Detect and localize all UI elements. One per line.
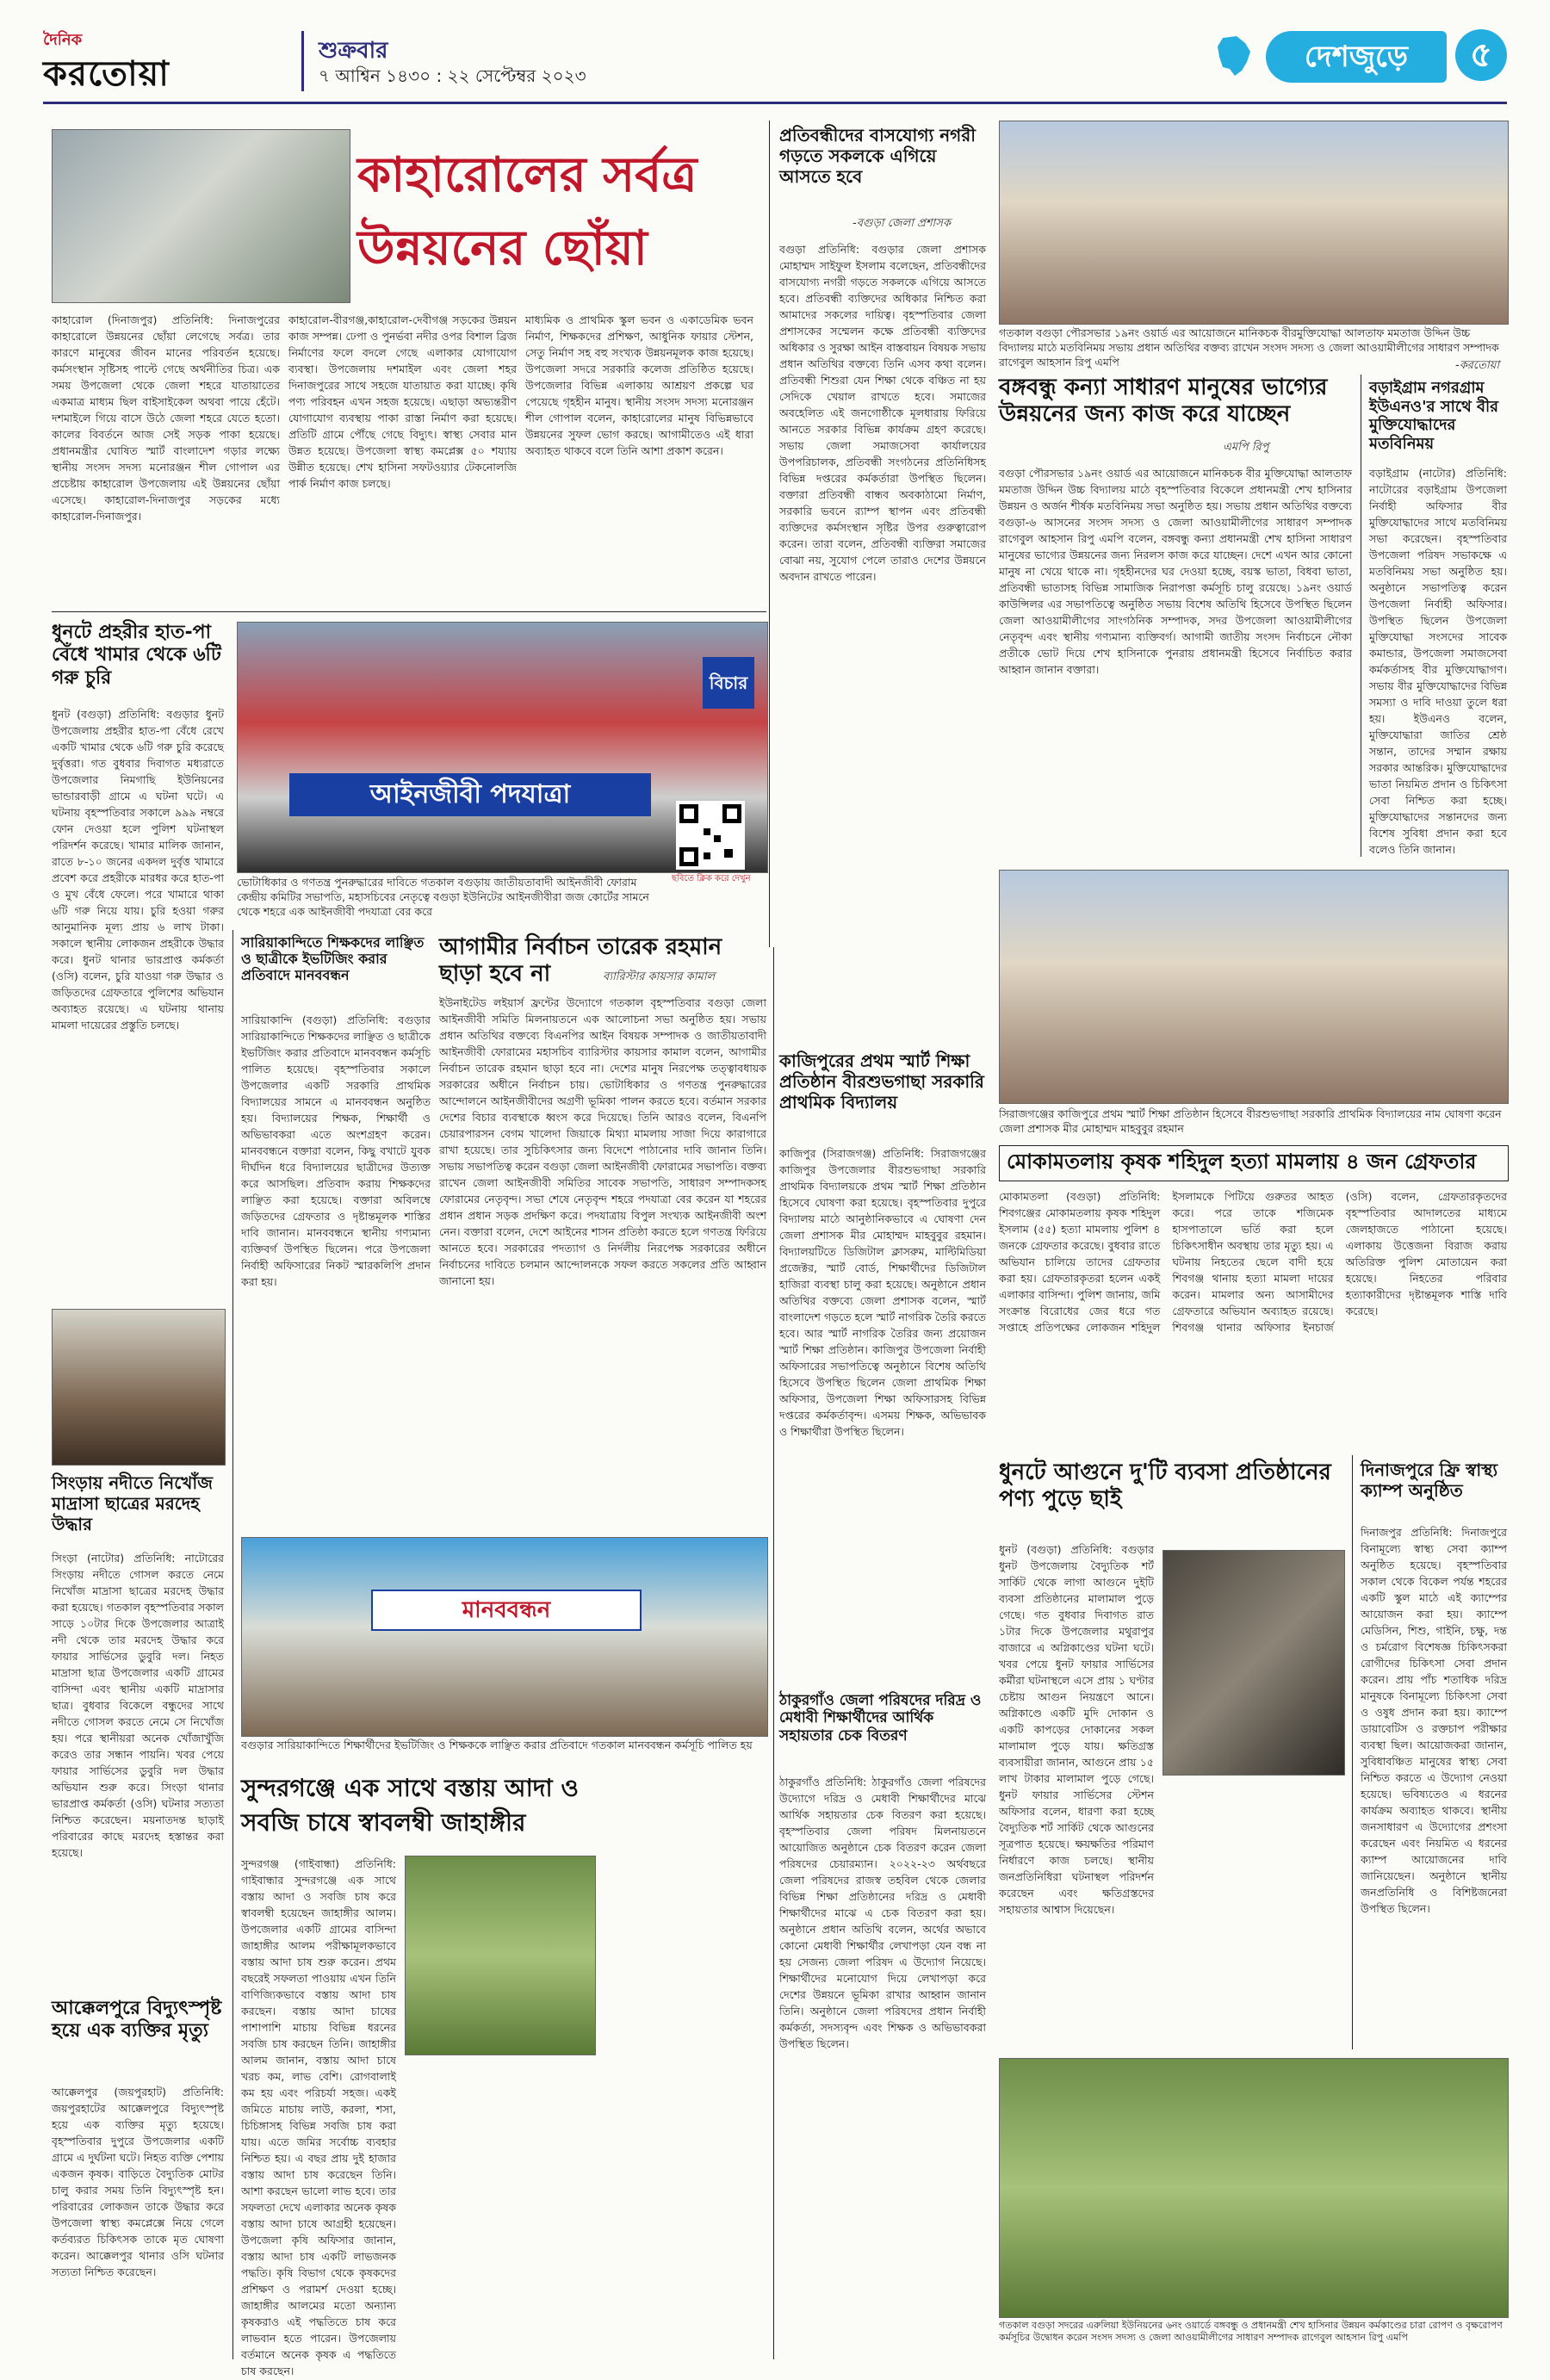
- health-camp-headline: দিনাজপুরে ফ্রি স্বাস্থ্য ক্যাম্প অনুষ্ঠিত: [1361, 1460, 1498, 1501]
- student-protest-caption: বগুড়ার সারিয়াকান্দিতে শিক্ষার্থীদের ইভটিজিং ও শিক্ষককে লাঞ্ছিত করার প্রতিবাদে গতকাল মানববন্ধন কর্মসূচি পালিত হয়: [241, 1739, 753, 1751]
- paper-kicker: দৈনিক: [43, 31, 83, 49]
- student-protest-photo: [241, 1537, 768, 1737]
- paper-logo[interactable]: করতোয়া: [43, 54, 170, 94]
- fire-headline: ধুনটে আগুনে দু'টি ব্যবসা প্রতিষ্ঠানের পণ্য পুড়ে ছাই: [999, 1460, 1331, 1513]
- muktijoddha-headline: বড়াইগ্রাম নগরগ্রাম ইউএনও'র সাথে বীর মুক্তিযোদ্ধাদের মতবিনিময়: [1369, 379, 1499, 453]
- masthead: [43, 24, 1507, 104]
- qr-code-icon[interactable]: [676, 801, 745, 870]
- bridge-road-photo: [52, 129, 350, 303]
- murder-headline: মোকামতলায় কৃষক শহিদুল হত্যা মামলায় ৪ জন গ্রেফতার: [1007, 1150, 1477, 1174]
- lead-headline-line1: কাহারোলের সর্বত্র: [357, 147, 698, 203]
- rally-caption: ভোটাধিকার ও গণতন্ত্র পুনরুদ্ধারের দাবিতে গতকাল বগুড়ায় জাতীয়তাবাদী আইনজীবী ফোরাম কেন্দ্রীয় কমিটির সভাপতি, মহাসচিবের নেতৃত্বে বগুড়া ইউনিটের আইনজীবীরা জজ কোর্টের সামনে থেকে শহরে এক আইনজীবী পদযাত্রা বের করে: [237, 876, 649, 918]
- page-number: ৫: [1455, 29, 1507, 81]
- fire-damage-photo: [1162, 1550, 1345, 1776]
- photo-credit: -করতোয়া: [1455, 359, 1500, 372]
- column-rule: [769, 121, 770, 947]
- protibondhi-body: বগুড়া প্রতিনিধি: বগুড়ার জেলা প্রশাসক মোহাম্মদ সাইফুল ইসলাম বলেছেন, প্রতিবন্ধীদের বাসযোগ্য নগরী গড়তে সকলকে এগিয়ে আসতে হবে। প্রতিবন্ধী ব্যক্তিদের অধিকার নিশ্চিত করা আমাদের সকলের দায়িত্ব। বৃহস্পতিবার জেলা প্রশাসকের সম্মেলন কক্ষে প্রতিবন্ধী ব্যক্তিদের অধিকার ও সুরক্ষা আইন বাস্তবায়ন বিষয়ক সভায় প্রধান অতিথির বক্তব্যে তিনি এসব কথা বলেন। প্রতিবন্ধী শিশুরা যেন শিক্ষা থেকে বঞ্চিত না হয় সেদিকে খেয়াল রাখতে হবে। সমাজের অবহেলিত এই জনগোষ্ঠীকে মূলধারায় ফিরিয়ে আনতে সরকার বিভিন্ন কার্যক্রম গ্রহণ করেছে। সভায় জেলা সমাজসেবা কার্যালয়ের উপপরিচালক, প্রতিবন্ধী সংগঠনের প্রতিনিধিসহ বিভিন্ন দপ্তরের কর্মকর্তারা উপস্থিত ছিলেন। বক্তারা প্রতিবন্ধী বান্ধব অবকাঠামো নির্মাণ, সরকারি ভবনে র‍্যাম্প স্থাপন এবং প্রতিবন্ধী ব্যক্তিদের কর্মসংস্থান সৃষ্টির উপর গুরুত্বারোপ করেন। তারা বলেন, প্রতিবন্ধী ব্যক্তিরা সমাজের বোঝা নয়, সুযোগ পেলে তারাও দেশের উন্নয়নে অবদান রাখতে পারেন।: [779, 243, 986, 583]
- muktijoddha-body: বড়াইগ্রাম (নাটোর) প্রতিনিধি: নাটোরের বড়াইগ্রাম উপজেলা নির্বাহী অফিসার বীর মুক্তিযোদ্ধাদের সাথে মতবিনিময় সভা করেছেন। বৃহস্পতিবার উপজেলা পরিষদ সভাকক্ষে এ মতবিনিময় সভা অনুষ্ঠিত হয়। অনুষ্ঠানে সভাপতিত্ব করেন উপজেলা নির্বাহী অফিসার। উপস্থিত ছিলেন উপজেলা মুক্তিযোদ্ধা সংসদের সাবেক কমান্ডার, উপজেলা সমাজসেবা কর্মকর্তাসহ বীর মুক্তিযোদ্ধাগণ। সভায় বীর মুক্তিযোদ্ধাদের বিভিন্ন সমস্যা ও দাবি দাওয়া তুলে ধরা হয়। ইউএনও বলেন, মুক্তিযোদ্ধারা জাতির শ্রেষ্ঠ সন্তান, তাদের সম্মান রক্ষায় সরকার আন্তরিক। মুক্তিযোদ্ধাদের ভাতা নিয়মিত প্রদান ও চিকিৎসা সেবা নিশ্চিত করা হচ্ছে। মুক্তিযোদ্ধাদের সন্তানদের জন্য বিশেষ সুবিধা প্রদান করা হবে বলেও তিনি জানান।: [1369, 467, 1507, 856]
- thakurgaon-headline: ঠাকুরগাঁও জেলা পরিষদের দরিদ্র ও মেধাবী শিক্ষার্থীদের আর্থিক সহায়তার চেক বিতরণ: [779, 1692, 982, 1745]
- theft-body: ধুনট (বগুড়া) প্রতিনিধি: বগুড়ার ধুনট উপজেলায় প্রহরীর হাত-পা বেঁধে রেখে একটি খামার থেকে ৬টি গরু চুরি করেছে দুর্বৃত্তরা। গত বুধবার দিবাগত মধ্যরাতে উপজেলার নিমগাছি ইউনিয়নের ভান্ডারবাড়ী গ্রামে এ ঘটনা ঘটে। এ ঘটনায় বৃহস্পতিবার সকালে ৯৯৯ নম্বরে ফোন দেওয়া হলে পুলিশ ঘটনাস্থল পরিদর্শন করেছে। খামার মালিক জানান, রাতে ৮-১০ জনের একদল দুর্বৃত্ত খামারে প্রবেশ করে প্রহরীকে মারধর করে হাত-পা ও মুখ বেঁধে ফেলে। পরে খামারে থাকা ৬টি গরু নিয়ে যায়। চুরি হওয়া গরুর আনুমানিক মূল্য প্রায় ৬ লাখ টাকা। সকালে স্থানীয় লোকজন প্রহরীকে উদ্ধার করে। ধুনট থানার ভারপ্রাপ্ত কর্মকর্তা (ওসি) বলেন, চুরি যাওয়া গরু উদ্ধার ও জড়িতদের গ্রেফতারে পুলিশের অভিযান অব্যাহত রয়েছে। এ ঘটনায় থানায় মামলা দায়েরের প্রস্তুতি চলছে।: [52, 708, 224, 1032]
- bangabandhu-body: বগুড়া পৌরসভার ১৯নং ওয়ার্ড এর আয়োজনে মানিকচক বীর মুক্তিযোদ্ধা আলতাফ মমতাজ উদ্দিন উচ্চ বিদ্যালয় মাঠে বৃহস্পতিবার বিকেলে প্রধানমন্ত্রী শেখ হাসিনার উন্নয়ন ও অর্জন শীর্ষক মতবিনিময় সভা অনুষ্ঠিত হয়। সভায় প্রধান অতিথির বক্তব্যে বগুড়া-৬ আসনের সংসদ সদস্য ও জেলা আওয়ামীলীগের সাধারণ সম্পাদক রাগেবুল আহসান রিপু এমপি বলেন, বঙ্গবন্ধু কন্যা প্রধানমন্ত্রী শেখ হাসিনা সাধারণ মানুষের ভাগ্যের উন্নয়নের জন্য নিরলস কাজ করে যাচ্ছেন। দেশে এখন আর কোনো মানুষ না খেয়ে থাকে না। গৃহহীনদের ঘর দেওয়া হচ্ছে, বয়স্ক ভাতা, বিধবা ভাতা, প্রতিবন্ধী ভাতাসহ বিভিন্ন সামাজিক নিরাপত্তা কর্মসূচি চালু রয়েছে। ১৯নং ওয়ার্ড কাউন্সিলর এর সভাপতিত্বে অনুষ্ঠিত সভায় বিশেষ অতিথি হিসেবে উপস্থিত ছিলেন জেলা আওয়ামীলীগের সাংগঠনিক সম্পাদক, সদর উপজেলা আওয়ামীলীগের নেতৃবৃন্দ এবং স্থানীয় গণ্যমান্য ব্যক্তিবর্গ। আগামী জাতীয় সংসদ নির্বাচনে নৌকা প্রতীকে ভোট দিয়ে শেখ হাসিনাকে পুনরায় প্রধানমন্ত্রী হিসেবে নির্বাচিত করার আহ্বান জানান বক্তারা।: [999, 467, 1352, 676]
- madrasa-headline: সিংড়ায় নদীতে নিখোঁজ মাদ্রাসা ছাত্রের মরদেহ উদ্ধার: [52, 1472, 214, 1534]
- tree-planting-photo: [999, 2058, 1509, 2318]
- protest-banner: মানববন্ধন: [371, 1590, 642, 1631]
- smart-school-photo: [999, 870, 1509, 1104]
- thakurgaon-body: ঠাকুরগাঁও প্রতিনিধি: ঠাকুরগাঁও জেলা পরিষদের উদ্যোগে দরিদ্র ও মেধাবী শিক্ষার্থীদের মাঝে আর্থিক সহায়তার চেক বিতরণ করা হয়েছে। বৃহস্পতিবার জেলা পরিষদ মিলনায়তনে আয়োজিত অনুষ্ঠানে চেক বিতরণ করেন জেলা পরিষদের চেয়ারম্যান। ২০২২-২৩ অর্থবছরে জেলা পরিষদের রাজস্ব তহবিল থেকে জেলার বিভিন্ন শিক্ষা প্রতিষ্ঠানের দরিদ্র ও মেধাবী শিক্ষার্থীদের মাঝে এ চেক বিতরণ করা হয়। অনুষ্ঠানে প্রধান অতিথি বলেন, অর্থের অভাবে কোনো মেধাবী শিক্ষার্থীর লেখাপড়া যেন বন্ধ না হয় সেজন্য জেলা পরিষদ এ উদ্যোগ নিয়েছে। শিক্ষার্থীদের মনোযোগ দিয়ে লেখাপড়া করে দেশের উন্নয়নে ভূমিকা রাখার আহ্বান জানান তিনি। অনুষ্ঠানে জেলা পরিষদের প্রধান নির্বাহী কর্মকর্তা, সদস্যবৃন্দ এবং শিক্ষক ও অভিভাবকরা উপস্থিত ছিলেন।: [779, 1776, 986, 2050]
- bangabandhu-kicker: এমপি রিপু: [1223, 441, 1269, 454]
- rally-sign: বিচার: [703, 657, 754, 709]
- sundarganj-headline-line1: সুন্দরগঞ্জে এক সাথে বস্তায় আদা ও: [241, 1774, 579, 1802]
- theft-headline: ধুনটে প্রহরীর হাত-পা বেঁধে খামার থেকে ৬টি গরু চুরি: [52, 622, 221, 689]
- protibondhi-kicker: -বগুড়া জেলা প্রশাসক: [852, 217, 951, 230]
- election-headline: আগামীর নির্বাচন তারেক রহমান ছাড়া হবে না: [439, 934, 722, 988]
- sundarganj-headline-line2: সবজি চাষে স্বাবলম্বী জাহাঙ্গীর: [241, 1808, 526, 1837]
- issue-day: শুক্রবার: [319, 38, 388, 64]
- smart-school-body: কাজিপুর (সিরাজগঞ্জ) প্রতিনিধি: সিরাজগঞ্জের কাজিপুর উপজেলার বীরশুভগাছা সরকারি প্রাথমিক বিদ্যালয়কে প্রথম স্মার্ট শিক্ষা প্রতিষ্ঠান হিসেবে ঘোষণা করা হয়েছে। বৃহস্পতিবার দুপুরে বিদ্যালয় মাঠে আনুষ্ঠানিকভাবে এ ঘোষণা দেন জেলা প্রশাসক মীর মোহাম্মদ মাহবুবুর রহমান। বিদ্যালয়টিতে ডিজিটাল ক্লাসরুম, মাল্টিমিডিয়া প্রজেক্টর, স্মার্ট বোর্ড, শিক্ষার্থীদের ডিজিটাল হাজিরা ব্যবস্থা চালু করা হয়েছে। অনুষ্ঠানে প্রধান অতিথির বক্তব্যে জেলা প্রশাসক বলেন, স্মার্ট বাংলাদেশ গড়তে হলে স্মার্ট নাগরিক তৈরি করতে হবে। আর স্মার্ট নাগরিক তৈরির জন্য প্রয়োজন স্মার্ট শিক্ষা প্রতিষ্ঠান। কাজিপুর উপজেলা নির্বাহী অফিসারের সভাপতিত্বে অনুষ্ঠানে বিশেষ অতিথি হিসেবে উপস্থিত ছিলেন জেলা প্রাথমিক শিক্ষা অফিসার, উপজেলা শিক্ষা অফিসারসহ বিভিন্ন দপ্তরের কর্মকর্তাবৃন্দ। এসময় শিক্ষক, অভিভাবক ও শিক্ষার্থীরা উপস্থিত ছিলেন।: [779, 1147, 986, 1438]
- sundarganj-body: সুন্দরগঞ্জ (গাইবান্ধা) প্রতিনিধি: গাইবান্ধার সুন্দরগঞ্জে এক সাথে বস্তায় আদা ও সবজি চাষ করে স্বাবলম্বী হয়েছেন জাহাঙ্গীর আলম। উপজেলার একটি গ্রামের বাসিন্দা জাহাঙ্গীর আলম পরীক্ষামূলকভাবে বস্তায় আদা চাষ শুরু করেন। প্রথম বছরেই সফলতা পাওয়ায় এখন তিনি বাণিজ্যিকভাবে বস্তায় আদা চাষ করছেন। বস্তায় আদা চাষের পাশাপাশি মাচায় বিভিন্ন ধরনের সবজি চাষ করছেন তিনি। জাহাঙ্গীর আলম জানান, বস্তায় আদা চাষে খরচ কম, লাভ বেশি। রোগবালাই কম হয় এবং পরিচর্যা সহজ। একই জমিতে মাচায় লাউ, করলা, শসা, চিচিঙ্গাসহ বিভিন্ন সবজি চাষ করা যায়। এতে জমির সর্বোচ্চ ব্যবহার নিশ্চিত হয়। এ বছর প্রায় দুই হাজার বস্তায় আদা চাষ করেছেন তিনি। আশা করছেন ভালো লাভ হবে। তার সফলতা দেখে এলাকার অনেক কৃষক বস্তায় আদা চাষে আগ্রহী হয়েছেন। উপজেলা কৃষি অফিসার জানান, বস্তায় আদা চাষ একটি লাভজনক পদ্ধতি। কৃষি বিভাগ থেকে কৃষকদের প্রশিক্ষণ ও পরামর্শ দেওয়া হচ্ছে। জাহাঙ্গীর আলমের মতো অন্যান্য কৃষকরাও এই পদ্ধতিতে চাষ করে লাভবান হতে পারেন। উপজেলায় বর্তমানে অনেক কৃষক এ পদ্ধতিতে চাষ করছেন।: [241, 1857, 396, 2377]
- election-kicker: ব্যারিস্টার কায়সার কামাল: [603, 970, 716, 983]
- teacher-headline: সারিয়াকান্দিতে শিক্ষকদের লাঞ্ছিত ও ছাত্রীকে ইভটিজিং করার প্রতিবাদে মানববন্ধন: [241, 934, 425, 984]
- murder-headline-box: [999, 1145, 1509, 1181]
- smart-school-caption: সিরাজগঞ্জের কাজিপুরে প্রথম স্মার্ট শিক্ষা প্রতিষ্ঠান হিসেবে বীরশুভগাছা সরকারি প্রাথমিক বিদ্যালয়ের নাম ঘোষণা করেন জেলা প্রশাসক মীর মোহাম্মদ মাহবুবুর রহমান: [999, 1107, 1502, 1135]
- student-portrait-photo: [52, 1309, 226, 1466]
- column-rule: [1352, 1455, 1353, 2049]
- electric-body: আক্কেলপুর (জয়পুরহাট) প্রতিনিধি: জয়পুরহাটের আক্কেলপুরে বিদ্যুৎস্পৃষ্ট হয়ে এক ব্যক্তির মৃত্যু হয়েছে। বৃহস্পতিবার দুপুরে উপজেলার একটি গ্রামে এ দুর্ঘটনা ঘটে। নিহত ব্যক্তি পেশায় একজন কৃষক। বাড়িতে বৈদ্যুতিক মোটর চালু করার সময় তিনি বিদ্যুৎস্পৃষ্ট হন। পরিবারের লোকজন তাকে উদ্ধার করে উপজেলা স্বাস্থ্য কমপ্লেক্সে নিয়ে গেলে কর্তব্যরত চিকিৎসক তাকে মৃত ঘোষণা করেন। আক্কেলপুর থানার ওসি ঘটনার সত্যতা নিশ্চিত করেছেন।: [52, 2086, 224, 2278]
- teacher-body: সারিয়াকান্দি (বগুড়া) প্রতিনিধি: বগুড়ার সারিয়াকান্দিতে শিক্ষকদের লাঞ্ছিত ও ছাত্রীকে ইভটিজিং করার প্রতিবাদে মানববন্ধন কর্মসূচি পালিত হয়েছে। বৃহস্পতিবার সকালে উপজেলার একটি সরকারি প্রাথমিক বিদ্যালয়ের সামনে এ মানববন্ধন অনুষ্ঠিত হয়। বিদ্যালয়ের শিক্ষক, শিক্ষার্থী ও অভিভাবকরা এতে অংশগ্রহণ করেন। মানববন্ধনে বক্তারা বলেন, কিছু বখাটে যুবক দীর্ঘদিন ধরে বিদ্যালয়ের ছাত্রীদের উত্যক্ত করে আসছিল। প্রতিবাদ করায় শিক্ষকদের লাঞ্ছিত করা হয়েছে। বক্তারা অবিলম্বে জড়িতদের গ্রেফতার ও দৃষ্টান্তমূলক শাস্তির দাবি জানান। মানববন্ধনে স্থানীয় গণ্যমান্য ব্যক্তিবর্গ উপস্থিত ছিলেন। পরে উপজেলা নির্বাহী অফিসারের নিকট স্মারকলিপি প্রদান করা হয়।: [241, 1013, 431, 1288]
- murder-body: মোকামতলা (বগুড়া) প্রতিনিধি: শিবগঞ্জের মোকামতলায় কৃষক শহিদুল ইসলাম (৫৫) হত্যা মামলায় পুলিশ ৪ জনকে গ্রেফতার করেছে। বুধবার রাতে অভিযান চালিয়ে তাদের গ্রেফতার করা হয়। গ্রেফতারকৃতরা হলেন একই এলাকার বাসিন্দা। পুলিশ জানায়, জমি সংক্রান্ত বিরোধের জের ধরে গত সপ্তাহে প্রতিপক্ষের লোকজন শহিদুল ইসলামকে পিটিয়ে গুরুতর আহত করে। পরে তাকে শজিমেক হাসপাতালে ভর্তি করা হলে চিকিৎসাধীন অবস্থায় তার মৃত্যু হয়। এ ঘটনায় নিহতের ছেলে বাদী হয়ে শিবগঞ্জ থানায় হত্যা মামলা দায়ের করেন। মামলার অন্য আসামীদের গ্রেফতারে অভিযান অব্যাহত রয়েছে। শিবগঞ্জ থানার অফিসার ইনচার্জ (ওসি) বলেন, গ্রেফতারকৃতদের বৃহস্পতিবার আদালতের মাধ্যমে জেলহাজতে পাঠানো হয়েছে। এলাকায় উত্তেজনা বিরাজ করায় অতিরিক্ত পুলিশ মোতায়েন করা হয়েছে। নিহতের পরিবার হত্যাকারীদের দৃষ্টান্তমূলক শাস্তি দাবি করেছে।: [999, 1190, 1507, 1334]
- issue-date: ৭ আশ্বিন ১৪৩০ : ২২ সেপ্টেম্বর ২০২৩: [319, 65, 586, 86]
- electric-headline: আক্কেলপুরে বিদ্যুৎস্পৃষ্ট হয়ে এক ব্যক্তির মৃত্যু: [52, 1998, 222, 2042]
- fire-body: ধুনট (বগুড়া) প্রতিনিধি: বগুড়ার ধুনট উপজেলায় বৈদ্যুতিক শর্ট সার্কিট থেকে লাগা আগুনে দুইটি ব্যবসা প্রতিষ্ঠানের মালামাল পুড়ে গেছে। গত বুধবার দিবাগত রাত ১টার দিকে উপজেলার মথুরাপুর বাজারে এ অগ্নিকাণ্ডের ঘটনা ঘটে। খবর পেয়ে ধুনট ফায়ার সার্ভিসের কর্মীরা ঘটনাস্থলে এসে প্রায় ১ ঘণ্টার চেষ্টায় আগুন নিয়ন্ত্রণে আনে। অগ্নিকাণ্ডে একটি মুদি দোকান ও একটি কাপড়ের দোকানের সকল মালামাল পুড়ে যায়। ক্ষতিগ্রস্ত ব্যবসায়ীরা জানান, আগুনে প্রায় ১৫ লাখ টাকার মালামাল পুড়ে গেছে। ধুনট ফায়ার সার্ভিসের স্টেশন অফিসার বলেন, ধারণা করা হচ্ছে বৈদ্যুতিক শর্ট সার্কিট থেকে আগুনের সূত্রপাত হয়েছে। ক্ষয়ক্ষতির পরিমাণ নির্ধারণে কাজ চলছে। স্থানীয় জনপ্রতিনিধিরা ঘটনাস্থল পরিদর্শন করেছেন এবং ক্ষতিগ্রস্তদের সহায়তার আশ্বাস দিয়েছেন।: [999, 1543, 1154, 1916]
- lead-body-col1: কাহারোল (দিনাজপুর) প্রতিনিধি: দিনাজপুরের কাহারোলে উন্নয়নের ছোঁয়া লেগেছে সর্বত্র। তার কারণে মানুষের জীবন মানের পরিবর্তন হয়েছে। কর্মসংস্থান সৃষ্টিসহ পাল্টে গেছে অর্থনীতির চিত্র। এক সময় উপজেলা থেকে জেলা শহরে যাতায়াতের একমাত্র মাধ্যম ছিল বাইসাইকেল অথবা পায়ে হেঁটে। দশমাইলে গিয়ে বাসে উঠে জেলা শহরে যেতে হতো। কালের বিবর্তনে আজ সেই সড়ক পাকা হয়েছে। প্রধানমন্ত্রীর ঘোষিত স্মার্ট বাংলাদেশ গড়ার লক্ষ্যে স্থানীয় সংসদ সদস্য মনোরঞ্জন শীল গোপাল এর প্রচেষ্টায় কাহারোল উপজেলায় এই উন্নয়নের ছোঁয়া এসেছে। কাহারোল-দিনাজপুর সড়কের মধ্যে কাহারোল-দিনাজপুর।: [52, 313, 280, 523]
- bangladesh-map-icon: [1211, 33, 1257, 79]
- meeting-photo-caption: গতকাল বগুড়া পৌরসভার ১৯নং ওয়ার্ড এর আয়োজনে মানিকচক বীরমুক্তিযোদ্ধা আলতাফ মমতাজ উদ্দিন উচ্চ বিদ্যালয় মাঠে মতবিনিময় সভায় প্রধান অতিথির বক্তব্য রাখেন সংসদ সদস্য ও জেলা আওয়ামীলীগের সাধারণ সম্পাদক রাগেবুল আহসান রিপু এমপি: [999, 326, 1499, 369]
- section-title: দেশজুড়ে: [1266, 31, 1447, 83]
- lead-body-col3: মাধ্যমিক ও প্রাথমিক স্কুল ভবন ও একাডেমিক ভবন নির্মাণ, শিক্ষকদের প্রশিক্ষণ, আধুনিক ফায়ার স্টেশন, সেতু নির্মাণ সহ বহু সংখ্যক উন্নয়নমূলক কাজ হয়েছে। উপজেলা সদরে সরকারি কলেজ প্রতিষ্ঠিত হয়েছে। উপজেলার বিভিন্ন এলাকায় আশ্রয়ণ প্রকল্পে ঘর পেয়েছে গৃহহীন মানুষ। স্থানীয় সংসদ সদস্য মনোরঞ্জন শীল গোপাল বলেন, কাহারোলের মানুষ বিভিন্নভাবে উন্নয়নের সুফল ভোগ করছে। আগামীতেও এই ধারা অব্যাহত থাকবে বলে তিনি আশা প্রকাশ করেন।: [525, 313, 753, 457]
- column-rule: [232, 930, 233, 2359]
- ginger-farm-photo: [405, 1856, 596, 2055]
- tree-planting-caption: গতকাল বগুড়া সদরের এরুলিয়া ইউনিয়নের ৬নং ওয়ার্ডে বঙ্গবন্ধু ও প্রধানমন্ত্রী শেখ হাসিনার উন্নয়ন কর্মকাণ্ডের চারা রোপণ ও বৃক্ষরোপণ কর্মসূচির উদ্বোধন করেন সংসদ সদস্য ও জেলা আওয়ামীলীগের সাধারণ সম্পাদক রাগেবুল আহসান রিপু এমপি: [999, 2320, 1503, 2343]
- madrasa-body: সিংড়া (নাটোর) প্রতিনিধি: নাটোরের সিংড়ায় নদীতে গোসল করতে নেমে নিখোঁজ মাদ্রাসা ছাত্রের মরদেহ উদ্ধার করা হয়েছে। গতকাল বৃহস্পতিবার সকাল সাড়ে ১০টার দিকে উপজেলার আত্রাই নদী থেকে তার মরদেহ উদ্ধার করে ফায়ার সার্ভিসের ডুবুরি দল। নিহত মাদ্রাসা ছাত্র উপজেলার একটি গ্রামের বাসিন্দা এবং স্থানীয় একটি মাদ্রাসার ছাত্র। বুধবার বিকেলে বন্ধুদের সাথে নদীতে গোসল করতে নেমে সে নিখোঁজ হয়। পরে স্থানীয়রা অনেক খোঁজাখুঁজি করেও তার সন্ধান পায়নি। খবর পেয়ে ফায়ার সার্ভিসের ডুবুরি দল উদ্ধার অভিযান শুরু করে। সিংড়া থানার ভারপ্রাপ্ত কর্মকর্তা (ওসি) ঘটনার সত্যতা নিশ্চিত করেছেন। ময়নাতদন্ত ছাড়াই পরিবারের কাছে মরদেহ হস্তান্তর করা হয়েছে।: [52, 1552, 224, 1859]
- qr-caption: ছবিতে ক্লিক করে দেখুন: [672, 874, 751, 883]
- section-rule: [52, 611, 766, 612]
- meeting-photo: [999, 121, 1509, 325]
- rally-banner: আইনজীবী পদযাত্রা: [289, 773, 651, 816]
- lead-headline-line2: উন্নয়নের ছোঁয়া: [357, 220, 648, 276]
- column-rule: [773, 947, 774, 2359]
- lead-body-col2: কাহারোল-বীরগঞ্জ,কাহারোল-দেবীগঞ্জ সড়কের উন্নয়ন কাজ সম্পন্ন। ঢেপা ও পুনর্ভবা নদীর ওপর বিশাল ব্রিজ নির্মাণের ফলে বদলে গেছে এলাকার যোগাযোগ ব্যবস্থা। উপজেলায় দশমাইল এবং জেলা শহর দিনাজপুরের সাথে সহজে যাতায়াত করা যাচ্ছে। কৃষি পণ্য পরিবহন এখন সহজ হয়েছে। এছাড়া অভ্যন্তরীণ যোগাযোগ ব্যবস্থায় পাকা রাস্তা নির্মাণ করা হয়েছে। প্রতিটি গ্রামে পৌঁছে গেছে বিদ্যুৎ। স্বাস্থ্য সেবার মান উন্নত হয়েছে। উপজেলা স্বাস্থ্য কমপ্লেক্স ৫০ শয্যায় উন্নীত হয়েছে। শেখ হাসিনা সফটওয়্যার টেকনোলজি পার্ক নির্মাণ কাজ চলছে।: [288, 313, 517, 490]
- protibondhi-headline: প্রতিবন্ধীদের বাসযোগ্য নগরী গড়তে সকলকে এগিয়ে আসতে হবে: [779, 125, 976, 187]
- health-camp-body: দিনাজপুর প্রতিনিধি: দিনাজপুরে বিনামূল্যে স্বাস্থ্য সেবা ক্যাম্প অনুষ্ঠিত হয়েছে। বৃহস্পতিবার সকাল থেকে বিকেল পর্যন্ত শহরের একটি স্কুল মাঠে এই ক্যাম্পের আয়োজন করা হয়। ক্যাম্পে মেডিসিন, শিশু, গাইনি, চক্ষু, দন্ত ও চর্মরোগ বিশেষজ্ঞ চিকিৎসকরা রোগীদের চিকিৎসা সেবা প্রদান করেন। প্রায় পাঁচ শতাধিক দরিদ্র মানুষকে বিনামূল্যে চিকিৎসা সেবা ও ওষুধ প্রদান করা হয়। ক্যাম্পে ডায়াবেটিস ও রক্তচাপ পরীক্ষার ব্যবস্থা ছিল। আয়োজকরা জানান, সুবিধাবঞ্চিত মানুষের স্বাস্থ্য সেবা নিশ্চিত করতে এ উদ্যোগ নেওয়া হয়েছে। ভবিষ্যতেও এ ধরনের কার্যক্রম অব্যাহত থাকবে। স্থানীয় জনসাধারণ এ উদ্যোগের প্রশংসা করেছেন এবং নিয়মিত এ ধরনের ক্যাম্প আয়োজনের দাবি জানিয়েছেন। অনুষ্ঠানে স্থানীয় জনপ্রতিনিধি ও বিশিষ্টজনেরা উপস্থিত ছিলেন।: [1361, 1526, 1507, 1915]
- masthead-divider: [301, 31, 304, 91]
- election-body: ইউনাইটেড লইয়ার্স ফ্রন্টের উদ্যোগে গতকাল বৃহস্পতিবার বগুড়া জেলা আইনজীবী সমিতি মিলনায়তনে এক আলোচনা সভা অনুষ্ঠিত হয়। সভায় প্রধান অতিথির বক্তব্যে বিএনপির আইন বিষয়ক সম্পাদক ও জাতীয়তাবাদী আইনজীবী ফোরামের মহাসচিব ব্যারিস্টার কায়সার কামাল বলেন, আগামীর নির্বাচন তারেক রহমান ছাড়া হবে না। দেশের মানুষ নিরপেক্ষ তত্ত্বাবধায়ক সরকারের অধীনে নির্বাচন চায়। ভোটাধিকার ও গণতন্ত্র পুনরুদ্ধারের আন্দোলনে আইনজীবীদের অগ্রণী ভূমিকা পালন করতে হবে। বর্তমান সরকার দেশের বিচার ব্যবস্থাকে ধ্বংস করে দিয়েছে। তিনি আরও বলেন, বিএনপি চেয়ারপারসন বেগম খালেদা জিয়াকে মিথ্যা মামলায় সাজা দিয়ে কারাগারে রাখা হয়েছে। তার সুচিকিৎসার জন্য বিদেশে পাঠানোর দাবি জানান তিনি। সভায় সভাপতিত্ব করেন বগুড়া জেলা আইনজীবী ফোরামের সভাপতি। বক্তব্য রাখেন জেলা আইনজীবী সমিতির সাবেক সভাপতি, সাধারণ সম্পাদকসহ ফোরামের নেতৃবৃন্দ। সভা শেষে নেতৃবৃন্দ শহরে পদযাত্রা বের করেন যা শহরের প্রধান প্রধান সড়ক প্রদক্ষিণ করে। পদযাত্রায় বিপুল সংখ্যক আইনজীবী অংশ নেন। বক্তারা বলেন, দেশে আইনের শাসন প্রতিষ্ঠা করতে হলে গণতন্ত্র ফিরিয়ে আনতে হবে। সরকারের পদত্যাগ ও নির্দলীয় নিরপেক্ষ সরকারের অধীনে নির্বাচনের দাবিতে চলমান আন্দোলনকে সফল করতে সকলের প্রতি আহ্বান জানানো হয়।: [439, 996, 766, 1287]
- smart-school-headline: কাজিপুরের প্রথম স্মার্ট শিক্ষা প্রতিষ্ঠান বীরশুভগাছা সরকারি প্রাথমিক বিদ্যালয়: [779, 1051, 984, 1113]
- bangabandhu-headline: বঙ্গবন্ধু কন্যা সাধারণ মানুষের ভাগ্যের উন্নয়নের জন্য কাজ করে যাচ্ছেন: [999, 375, 1328, 428]
